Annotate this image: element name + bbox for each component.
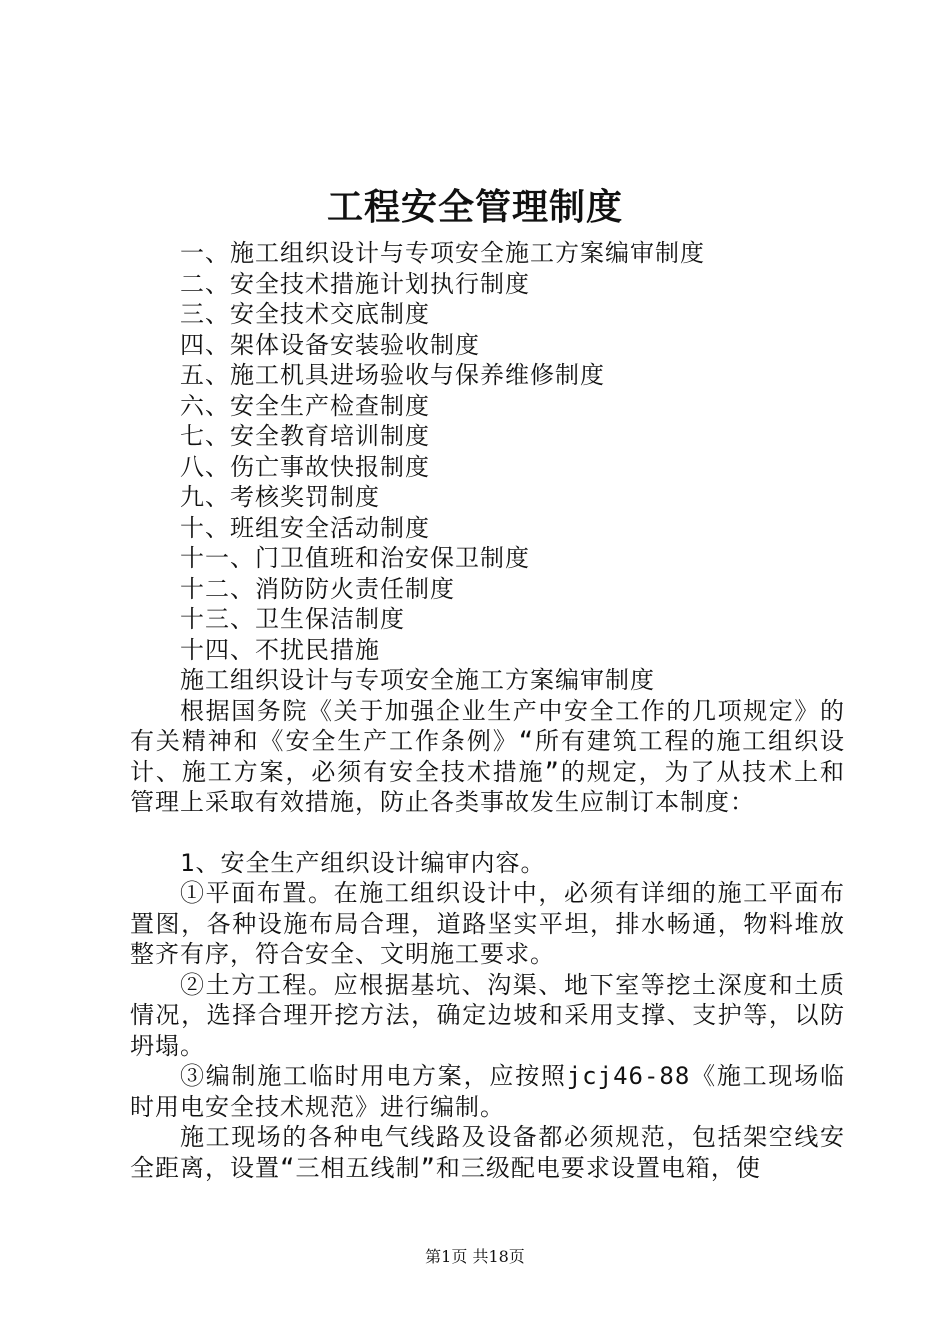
section-heading: 施工组织设计与专项安全施工方案编审制度 (180, 666, 655, 694)
item-paragraph: ①平面布置。在施工组织设计中，必须有详细的施工平面布置图，各种设施布局合理，道路坚实平坦，排水畅通，物料堆放整齐有序，符合安全、文明施工要求。 (130, 879, 845, 968)
toc-item: 十四、不扰民措施 (180, 635, 380, 664)
table-of-contents (180, 238, 880, 665)
toc-item: 九、考核奖罚制度 (180, 483, 380, 511)
toc-item: 十一、门卫值班和治安保卫制度 (180, 544, 530, 572)
toc-item: 十、班组安全活动制度 (180, 513, 430, 542)
toc-item: 二、安全技术措施计划执行制度 (180, 269, 530, 298)
toc-item: 五、施工机具进场验收与保养维修制度 (180, 361, 605, 389)
item-heading: 1、安全生产组织设计编审内容。 (180, 848, 546, 877)
toc-item: 十二、消防防火责任制度 (180, 574, 455, 603)
item-paragraph: ②土方工程。应根据基坑、沟渠、地下室等挖土深度和土质情况，选择合理开挖方法，确定边坡和采用支撑、支护等，以防坍塌。 (130, 970, 845, 1060)
paragraph-gap (130, 818, 845, 848)
item-paragraph: 施工现场的各种电气线路及设备都必须规范，包括架空线安全距离，设置“三相五线制”和三级配电要求设置电箱，使 (130, 1123, 845, 1182)
document-body (130, 665, 845, 1183)
toc-item: 四、架体设备安装验收制度 (180, 330, 480, 359)
toc-item: 十三、卫生保洁制度 (180, 605, 405, 633)
toc-item: 八、伤亡事故快报制度 (180, 452, 430, 481)
toc-item: 三、安全技术交底制度 (180, 300, 430, 328)
document-title: 工程安全管理制度 (326, 186, 623, 228)
page-footer: 第1页 共18页 (425, 1247, 525, 1266)
toc-item: 七、安全教育培训制度 (180, 422, 430, 450)
intro-paragraph: 根据国务院《关于加强企业生产中安全工作的几项规定》的有关精神和《安全生产工作条例》“所有建筑工程的施工组织设计、施工方案，必须有安全技术措施”的规定，为了从技术上和管理上采取有效措施，防止各类事故发生应制订本制度： (130, 696, 845, 816)
toc-item: 六、安全生产检查制度 (180, 391, 430, 420)
toc-item: 一、施工组织设计与专项安全施工方案编审制度 (180, 239, 705, 267)
item-paragraph: ③编制施工临时用电方案，应按照jcj46-88《施工现场临时用电安全技术规范》进行编制。 (130, 1062, 845, 1121)
